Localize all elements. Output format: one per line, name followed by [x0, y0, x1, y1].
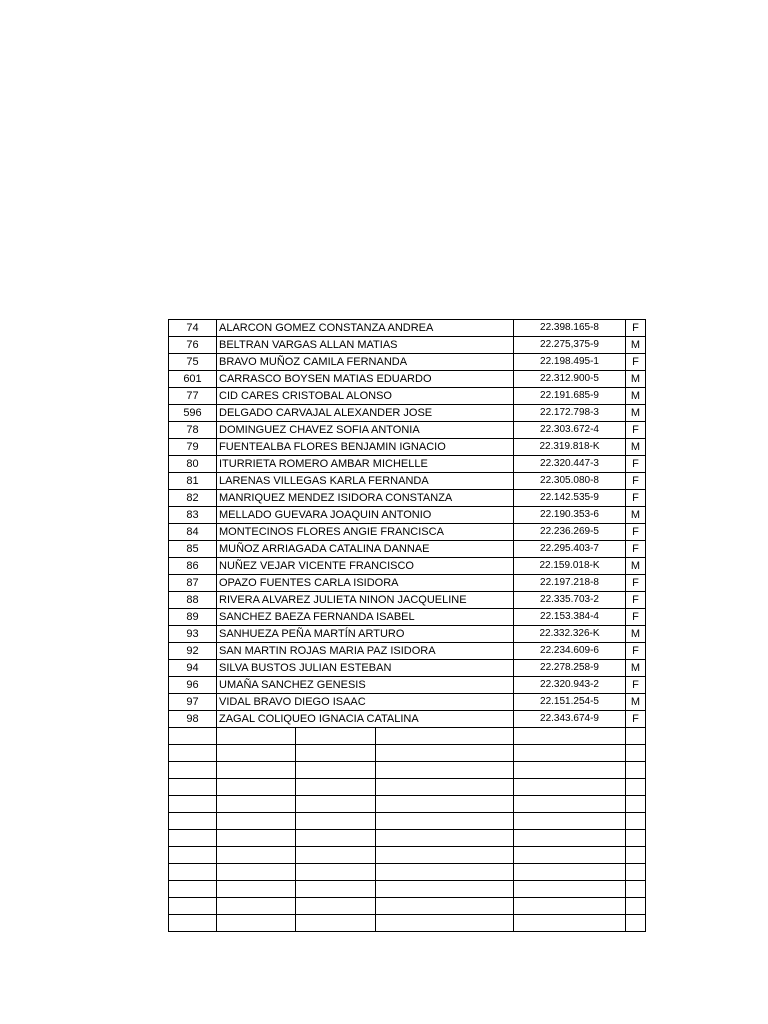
- empty-cell: [296, 881, 376, 898]
- empty-cell: [376, 728, 514, 745]
- empty-cell: [296, 864, 376, 881]
- student-name: MELLADO GUEVARA JOAQUIN ANTONIO: [217, 507, 514, 524]
- empty-cell: [626, 830, 646, 847]
- empty-cell: [376, 745, 514, 762]
- student-number: 94: [169, 660, 217, 677]
- student-number: 76: [169, 337, 217, 354]
- student-name: ALARCON GOMEZ CONSTANZA ANDREA: [217, 320, 514, 337]
- empty-cell: [626, 813, 646, 830]
- student-name: RIVERA ALVAREZ JULIETA NINON JACQUELINE: [217, 592, 514, 609]
- empty-cell: [296, 813, 376, 830]
- student-name: DOMINGUEZ CHAVEZ SOFIA ANTONIA: [217, 422, 514, 439]
- student-number: 98: [169, 711, 217, 728]
- student-sex: F: [626, 354, 646, 371]
- student-sex: M: [626, 337, 646, 354]
- student-sex: M: [626, 388, 646, 405]
- empty-row: [169, 864, 646, 881]
- student-name: ZAGAL COLIQUEO IGNACIA CATALINA: [217, 711, 514, 728]
- student-rut: 22.190.353-6: [514, 507, 626, 524]
- empty-cell: [376, 762, 514, 779]
- student-rut: 22.312.900-5: [514, 371, 626, 388]
- empty-cell: [376, 779, 514, 796]
- student-rut: 22.151.254-5: [514, 694, 626, 711]
- student-number: 596: [169, 405, 217, 422]
- student-name: ITURRIETA ROMERO AMBAR MICHELLE: [217, 456, 514, 473]
- empty-row: [169, 813, 646, 830]
- empty-cell: [514, 864, 626, 881]
- empty-cell: [296, 762, 376, 779]
- student-name: FUENTEALBA FLORES BENJAMIN IGNACIO: [217, 439, 514, 456]
- empty-cell: [514, 762, 626, 779]
- empty-cell: [296, 898, 376, 915]
- student-rut: 22.236.269-5: [514, 524, 626, 541]
- student-rut: 22.398.165-8: [514, 320, 626, 337]
- student-row: [169, 626, 646, 643]
- student-rut: 22.303.672-4: [514, 422, 626, 439]
- student-sex: F: [626, 490, 646, 507]
- student-sex: F: [626, 677, 646, 694]
- student-name: MANRIQUEZ MENDEZ ISIDORA CONSTANZA: [217, 490, 514, 507]
- student-sex: F: [626, 473, 646, 490]
- student-row: [169, 337, 646, 354]
- student-rut: 22.320.943-2: [514, 677, 626, 694]
- student-number: 96: [169, 677, 217, 694]
- student-name: MONTECINOS FLORES ANGIE FRANCISCA: [217, 524, 514, 541]
- student-sex: M: [626, 507, 646, 524]
- student-name: SAN MARTIN ROJAS MARIA PAZ ISIDORA: [217, 643, 514, 660]
- empty-row: [169, 881, 646, 898]
- student-number: 86: [169, 558, 217, 575]
- empty-row: [169, 847, 646, 864]
- empty-cell: [169, 779, 217, 796]
- empty-cell: [296, 796, 376, 813]
- empty-cell: [217, 745, 296, 762]
- student-row: [169, 694, 646, 711]
- student-row: [169, 558, 646, 575]
- student-sex: M: [626, 660, 646, 677]
- student-row: [169, 575, 646, 592]
- empty-cell: [626, 745, 646, 762]
- student-number: 82: [169, 490, 217, 507]
- empty-cell: [217, 830, 296, 847]
- empty-cell: [217, 915, 296, 932]
- student-sex: F: [626, 320, 646, 337]
- student-number: 85: [169, 541, 217, 558]
- empty-cell: [376, 847, 514, 864]
- student-rut: 22.305.080-8: [514, 473, 626, 490]
- student-number: 601: [169, 371, 217, 388]
- empty-cell: [217, 898, 296, 915]
- empty-cell: [217, 847, 296, 864]
- student-row: [169, 405, 646, 422]
- student-name: SANCHEZ BAEZA FERNANDA ISABEL: [217, 609, 514, 626]
- empty-row: [169, 762, 646, 779]
- empty-row: [169, 745, 646, 762]
- empty-cell: [514, 898, 626, 915]
- student-rut: 22.319.818-K: [514, 439, 626, 456]
- empty-row: [169, 830, 646, 847]
- empty-cell: [626, 779, 646, 796]
- student-name: VIDAL BRAVO DIEGO ISAAC: [217, 694, 514, 711]
- student-name: CID CARES CRISTOBAL ALONSO: [217, 388, 514, 405]
- student-number: 74: [169, 320, 217, 337]
- empty-cell: [296, 779, 376, 796]
- student-roster-table: [168, 319, 646, 932]
- empty-cell: [376, 915, 514, 932]
- student-sex: M: [626, 405, 646, 422]
- student-number: 93: [169, 626, 217, 643]
- student-row: [169, 473, 646, 490]
- empty-cell: [376, 813, 514, 830]
- student-sex: F: [626, 524, 646, 541]
- empty-cell: [217, 728, 296, 745]
- student-rut: 22.320.447-3: [514, 456, 626, 473]
- student-rut: 22.234.609-6: [514, 643, 626, 660]
- empty-cell: [376, 881, 514, 898]
- student-name: NUÑEZ VEJAR VICENTE FRANCISCO: [217, 558, 514, 575]
- student-number: 78: [169, 422, 217, 439]
- student-name: OPAZO FUENTES CARLA ISIDORA: [217, 575, 514, 592]
- student-rut: 22.278.258-9: [514, 660, 626, 677]
- student-name: BELTRAN VARGAS ALLAN MATIAS: [217, 337, 514, 354]
- student-name: CARRASCO BOYSEN MATIAS EDUARDO: [217, 371, 514, 388]
- empty-cell: [217, 779, 296, 796]
- empty-cell: [626, 728, 646, 745]
- student-number: 84: [169, 524, 217, 541]
- student-rut: 22.159.018-K: [514, 558, 626, 575]
- student-row: [169, 677, 646, 694]
- student-sex: F: [626, 422, 646, 439]
- empty-cell: [514, 779, 626, 796]
- empty-cell: [217, 813, 296, 830]
- student-name: UMAÑA SANCHEZ GENESIS: [217, 677, 514, 694]
- student-row: [169, 541, 646, 558]
- empty-cell: [169, 898, 217, 915]
- student-number: 97: [169, 694, 217, 711]
- empty-cell: [514, 881, 626, 898]
- student-sex: M: [626, 558, 646, 575]
- empty-cell: [376, 898, 514, 915]
- empty-cell: [626, 915, 646, 932]
- student-rut: 22.198.495-1: [514, 354, 626, 371]
- empty-cell: [514, 847, 626, 864]
- student-number: 88: [169, 592, 217, 609]
- student-row: [169, 660, 646, 677]
- student-sex: F: [626, 456, 646, 473]
- student-row: [169, 320, 646, 337]
- empty-row: [169, 728, 646, 745]
- empty-cell: [169, 728, 217, 745]
- empty-cell: [626, 762, 646, 779]
- student-row: [169, 609, 646, 626]
- empty-cell: [626, 898, 646, 915]
- student-row: [169, 592, 646, 609]
- student-rut: 22.153.384-4: [514, 609, 626, 626]
- empty-cell: [626, 796, 646, 813]
- empty-cell: [514, 796, 626, 813]
- student-row: [169, 371, 646, 388]
- student-row: [169, 456, 646, 473]
- empty-cell: [169, 830, 217, 847]
- empty-cell: [169, 881, 217, 898]
- empty-cell: [626, 847, 646, 864]
- empty-cell: [217, 762, 296, 779]
- empty-cell: [217, 796, 296, 813]
- empty-cell: [376, 796, 514, 813]
- student-number: 79: [169, 439, 217, 456]
- empty-cell: [296, 728, 376, 745]
- student-row: [169, 354, 646, 371]
- student-row: [169, 439, 646, 456]
- student-sex: M: [626, 439, 646, 456]
- empty-cell: [376, 864, 514, 881]
- empty-cell: [217, 881, 296, 898]
- student-rut: 22.335.703-2: [514, 592, 626, 609]
- student-row: [169, 711, 646, 728]
- student-number: 89: [169, 609, 217, 626]
- student-number: 80: [169, 456, 217, 473]
- empty-row: [169, 796, 646, 813]
- student-number: 77: [169, 388, 217, 405]
- student-name: DELGADO CARVAJAL ALEXANDER JOSE: [217, 405, 514, 422]
- empty-cell: [626, 864, 646, 881]
- student-rut: 22.142.535-9: [514, 490, 626, 507]
- student-name: SILVA BUSTOS JULIAN ESTEBAN: [217, 660, 514, 677]
- empty-cell: [626, 881, 646, 898]
- student-row: [169, 507, 646, 524]
- empty-cell: [376, 830, 514, 847]
- student-row: [169, 422, 646, 439]
- empty-cell: [514, 915, 626, 932]
- student-sex: M: [626, 371, 646, 388]
- student-sex: M: [626, 694, 646, 711]
- student-name: LARENAS VILLEGAS KARLA FERNANDA: [217, 473, 514, 490]
- student-number: 83: [169, 507, 217, 524]
- empty-cell: [169, 847, 217, 864]
- student-sex: M: [626, 626, 646, 643]
- empty-cell: [296, 915, 376, 932]
- empty-cell: [169, 813, 217, 830]
- empty-cell: [169, 762, 217, 779]
- empty-cell: [217, 864, 296, 881]
- empty-cell: [296, 745, 376, 762]
- roster-body: [169, 320, 646, 932]
- empty-cell: [296, 830, 376, 847]
- empty-row: [169, 915, 646, 932]
- empty-cell: [296, 847, 376, 864]
- empty-cell: [514, 745, 626, 762]
- student-rut: 22.275,375-9: [514, 337, 626, 354]
- student-number: 87: [169, 575, 217, 592]
- student-sex: F: [626, 541, 646, 558]
- student-number: 81: [169, 473, 217, 490]
- student-sex: F: [626, 592, 646, 609]
- student-rut: 22.295.403-7: [514, 541, 626, 558]
- student-rut: 22.343.674-9: [514, 711, 626, 728]
- student-row: [169, 643, 646, 660]
- student-rut: 22.197.218-8: [514, 575, 626, 592]
- student-rut: 22.191.685-9: [514, 388, 626, 405]
- student-name: BRAVO MUÑOZ CAMILA FERNANDA: [217, 354, 514, 371]
- empty-cell: [169, 864, 217, 881]
- empty-cell: [514, 813, 626, 830]
- student-sex: F: [626, 643, 646, 660]
- student-row: [169, 388, 646, 405]
- empty-cell: [514, 830, 626, 847]
- student-number: 75: [169, 354, 217, 371]
- student-rut: 22.332.326-K: [514, 626, 626, 643]
- student-row: [169, 490, 646, 507]
- student-sex: F: [626, 609, 646, 626]
- student-number: 92: [169, 643, 217, 660]
- empty-row: [169, 779, 646, 796]
- student-sex: F: [626, 575, 646, 592]
- empty-cell: [514, 728, 626, 745]
- student-rut: 22.172.798-3: [514, 405, 626, 422]
- student-name: MUÑOZ ARRIAGADA CATALINA DANNAE: [217, 541, 514, 558]
- empty-cell: [169, 796, 217, 813]
- student-row: [169, 524, 646, 541]
- empty-cell: [169, 745, 217, 762]
- student-sex: F: [626, 711, 646, 728]
- student-name: SANHUEZA PEÑA MARTÍN ARTURO: [217, 626, 514, 643]
- empty-cell: [169, 915, 217, 932]
- empty-row: [169, 898, 646, 915]
